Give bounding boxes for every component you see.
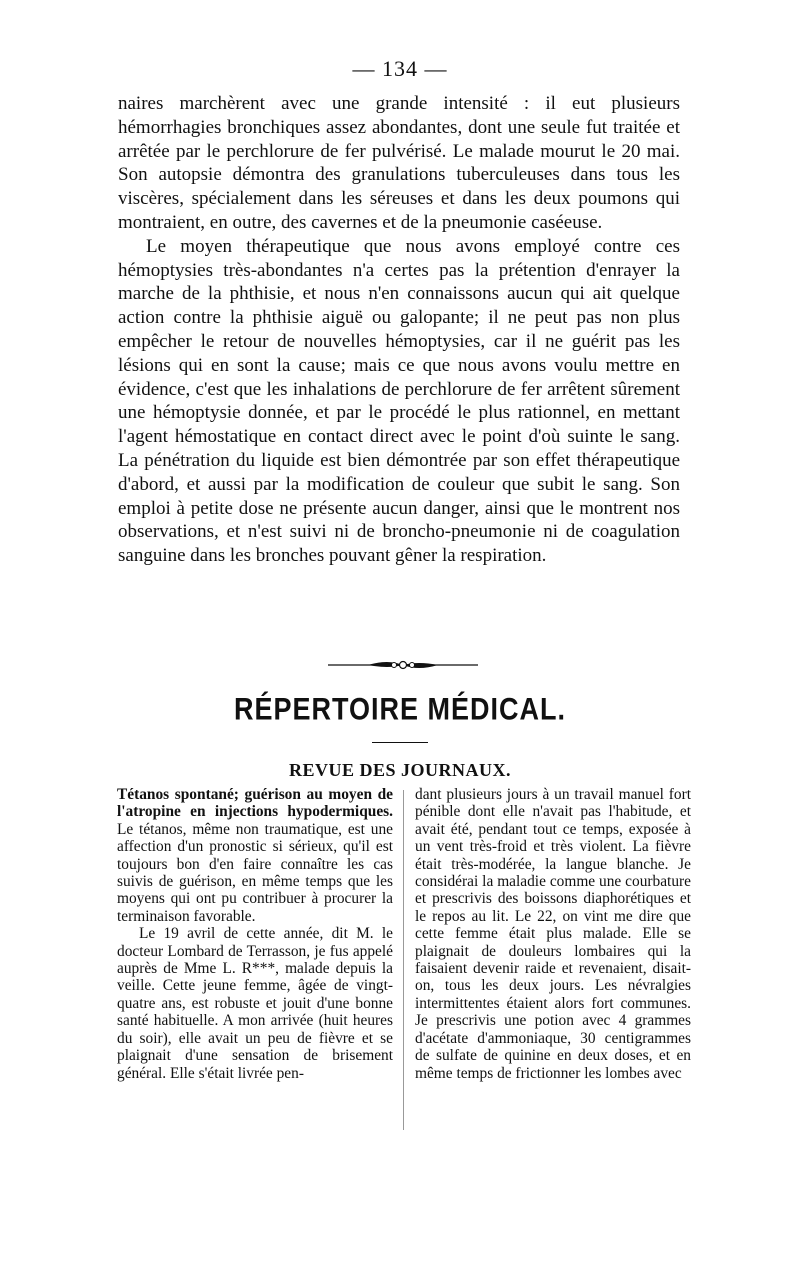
article-paragraph-1-text: Le tétanos, même non traumatique, est une affection d'un pronostic si sérieux, qu'il est toujours bon d'en faire connaître les cas suivis de guérison, en même temps que les moyens qui ont pu contribuer à procurer la terminaison favorable. xyxy=(117,820,393,925)
article-heading: Tétanos spontané; guérison au moyen de l'atropine en injections hypodermiques. xyxy=(117,786,393,821)
page-number: — 134 — xyxy=(352,56,448,81)
left-column xyxy=(117,786,393,1082)
article-paragraph-2: Le 19 avril de cette année, dit M. le docteur Lombard de Terrasson, je fus appelé auprès de Mme L. R***, malade depuis la veille. Cette jeune femme, âgée de vingt-quatre ans, est robuste et jouit d'une bonne santé habituelle. A mon arrivée (huit heures du soir), elle avait un peu de fièvre et se plaignait d'une sensation de brisement général. Elle s'était livrée pen- xyxy=(117,925,393,1082)
article-paragraph-1 xyxy=(117,786,393,925)
main-paragraph-2: Le moyen thérapeutique que nous avons employé contre ces hémoptysies très-abondantes n'a certes pas la prétention d'enrayer la marche de la phthisie, et nous n'en connaissons aucun qui ait quelque action contre la phthisie aiguë ou galopante; il ne peut pas non plus empêcher le retour de nouvelles hémoptysies, car il ne guérit pas les lésions qui en sont la cause; mais ce que nous avons voulu mettre en évidence, c'est que les inhalations de perchlorure de fer arrêtent sûrement une hémoptysie donnée, et par le procédé le plus rationnel, en mettant l'agent hémostatique en contact direct avec le point d'où suinte le sang. La pénétration du liquide est bien démontrée par son effet thérapeutique d'abord, et aussi par la modification de couleur que subit le sang. Son emploi à petite dose ne présente aucun danger, ainsi que le montrent nos observations, et n'est suivi ni de broncho-pneumonie ni de coagulation sanguine dans les bronches pouvant gêner la respiration. xyxy=(118,235,680,567)
title-rule xyxy=(372,742,428,743)
column-divider xyxy=(403,790,404,1130)
ornament-divider xyxy=(328,658,478,672)
subsection-title: REVUE DES JOURNAUX. xyxy=(288,760,512,780)
section-title: RÉPERTOIRE MÉDICAL. xyxy=(233,691,567,727)
main-paragraph-1: naires marchèrent avec une grande intensité : il eut plusieurs hémorrhagies bronchiques assez abondantes, dont une seule fut traitée et arrêtée par le perchlorure de fer pulvérisé. Le malade mourut le 20 mai. Son autopsie démontra des granulations tuberculeuses dans tous les viscères, spécialement dans les séreuses et dans les deux poumons qui montraient, en outre, des cavernes et de la pneumonie caséeuse. xyxy=(118,93,680,233)
main-text xyxy=(118,92,680,568)
article-paragraph-3: dant plusieurs jours à un travail manuel fort pénible dont elle n'avait pas l'habitude, et avait été, pendant tout ce temps, exposée à un vent très-froid et très violent. La fièvre était très-modérée, la langue blanche. Je considérai la maladie comme une courbature et prescrivis des boissons diaphorétiques et le repos au lit. Le 22, on vint me dire que cette femme était plus malade. Elle se plaignait de douleurs lombaires qui la faisaient devenir raide et revenaient, disait-on, tous les deux jours. Les névralgies intermittentes étaient alors fort communes. Je prescrivis une potion avec 4 grammes d'acétate d'ammoniaque, 30 centigrammes de sulfate de quinine en deux doses, et en même temps de frictionner les lombes avec xyxy=(415,786,691,1082)
right-column xyxy=(415,786,691,1082)
